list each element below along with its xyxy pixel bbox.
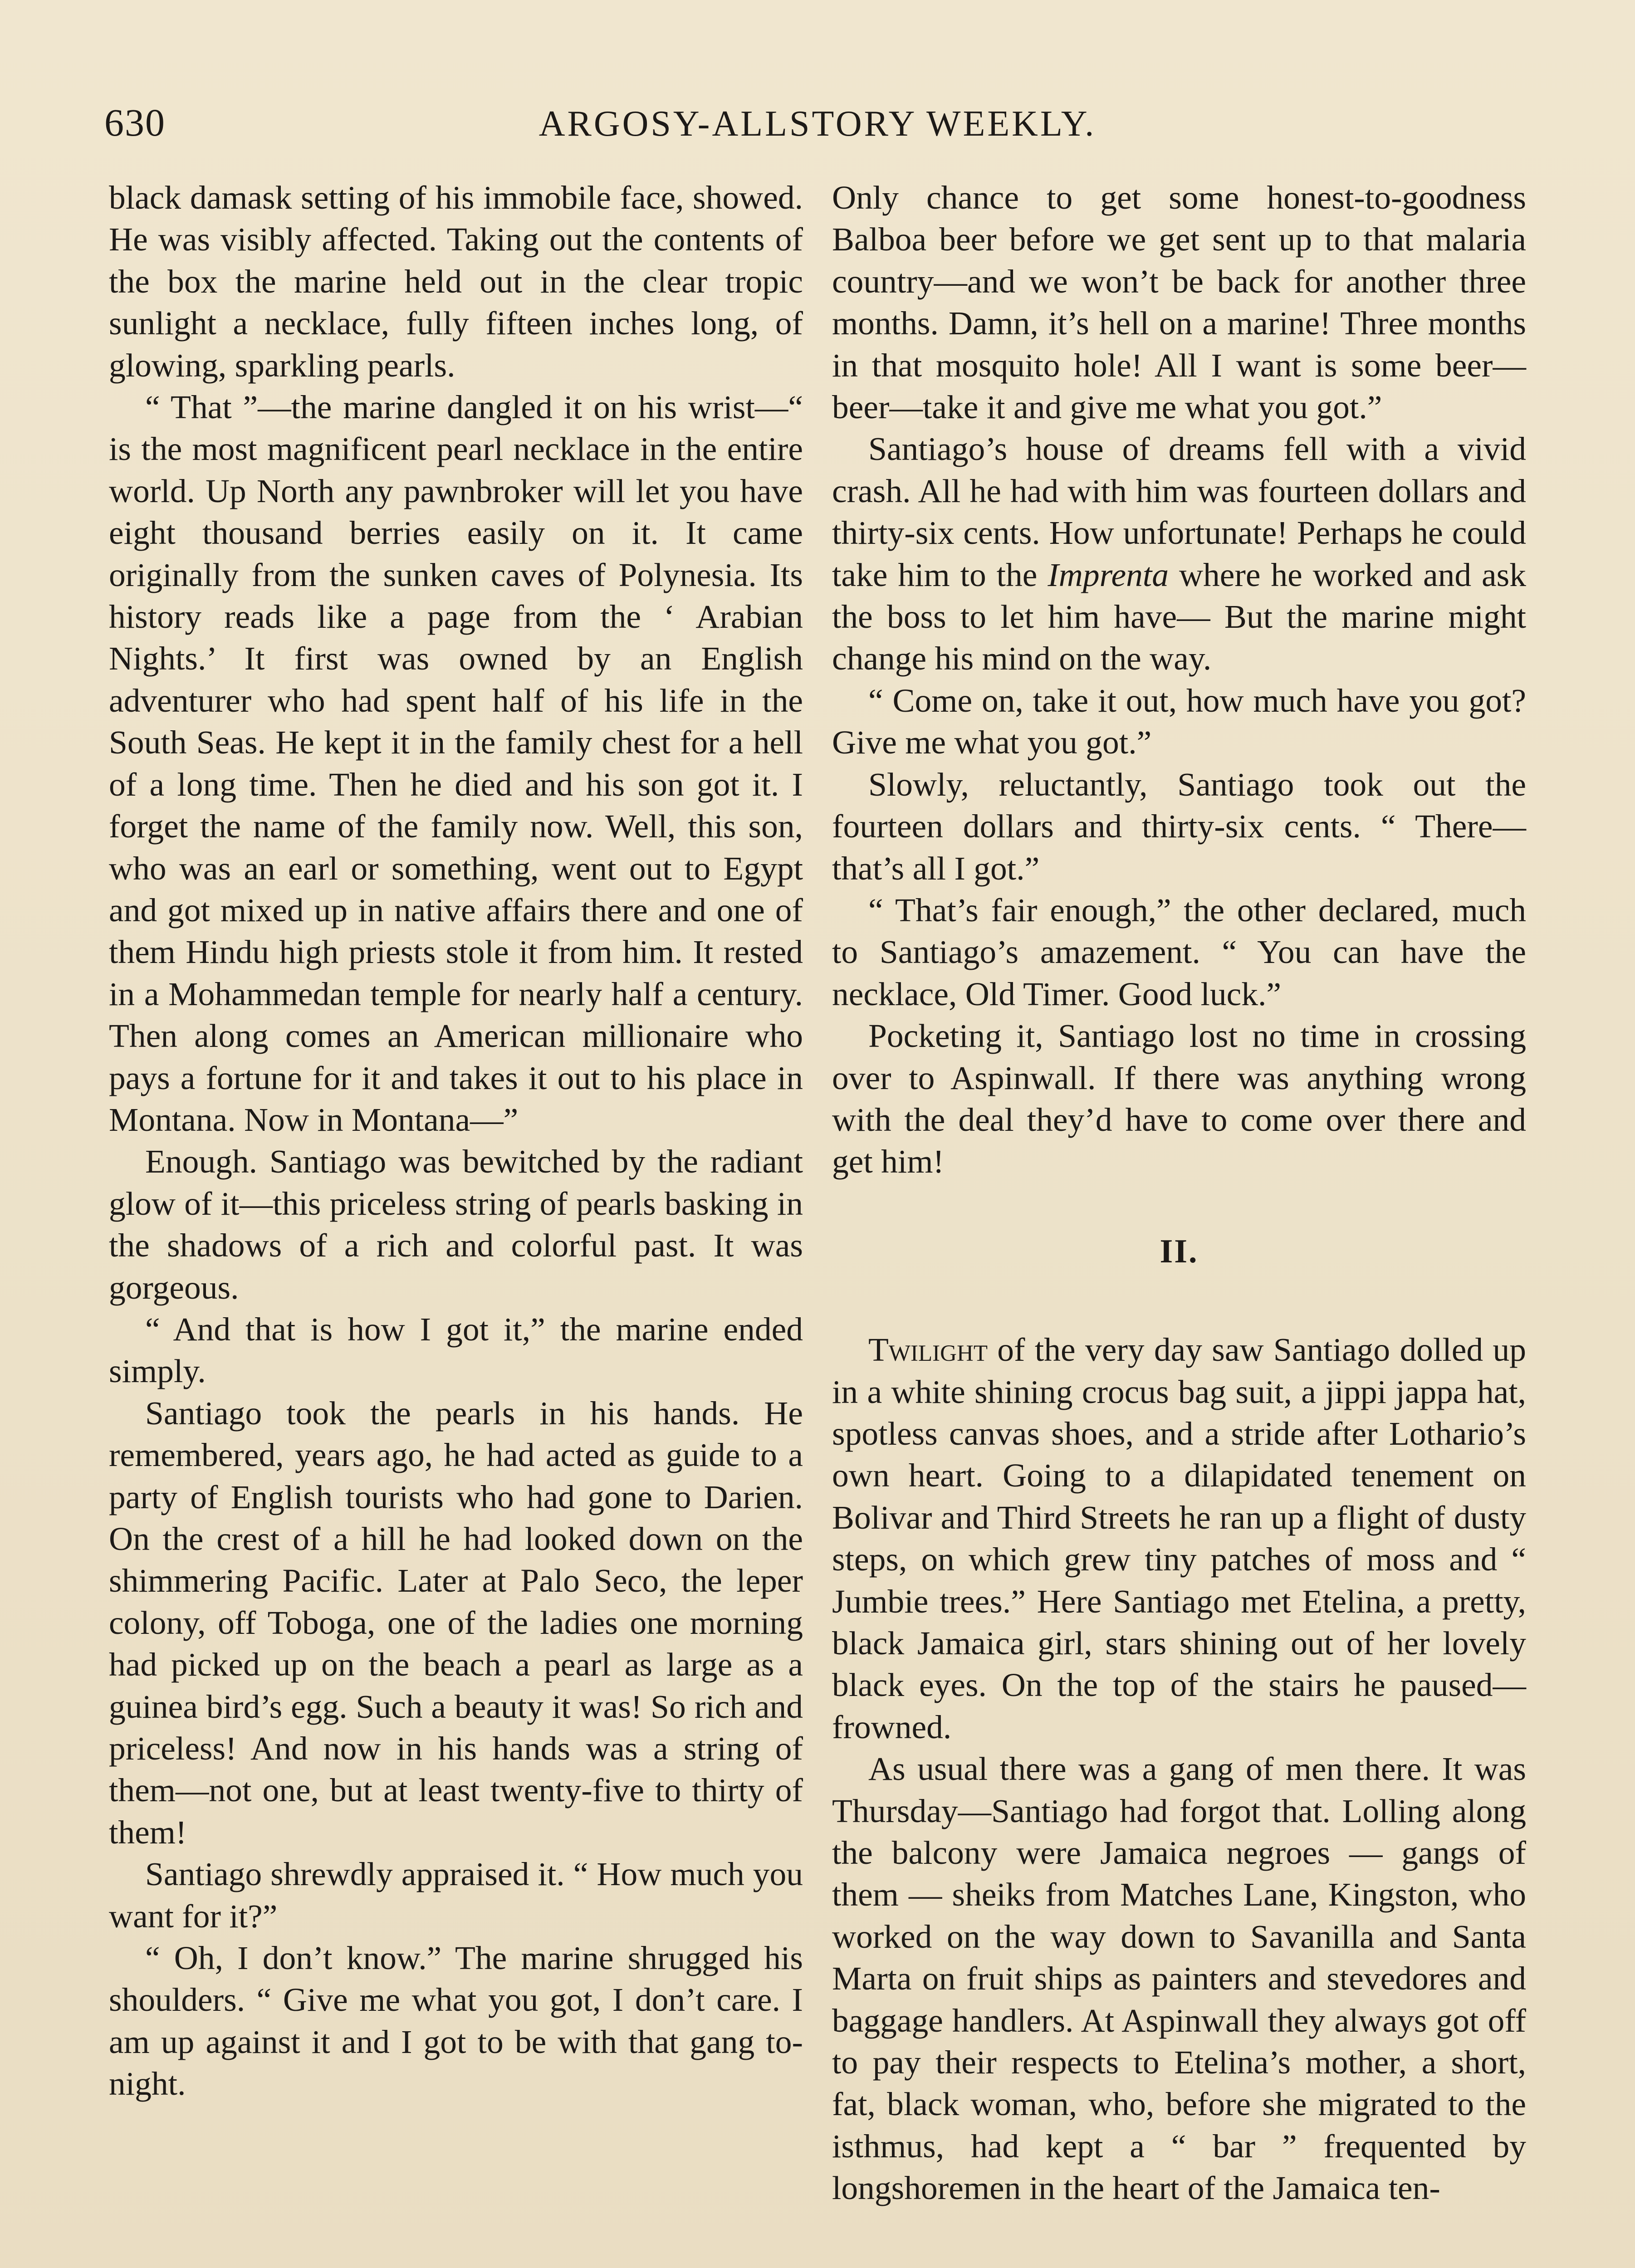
paragraph: “ That ”—the marine dangled it on his wrist—“ is the most magnificent pearl necklace in the entire world. Up North any pawnbroker will let you have eight thousand berries easily on it. It came originally from the sunken caves of Polynesia. Its history reads like a page from the ‘ Arabian Nights.’ It first was owned by an English adventurer who had spent half of his life in the South Seas. He kept it in the family chest for a hell of a long time. Then he died and his son got it. I forget the name of the family now. Well, this son, who was an earl or something, went out to Egypt and got mixed up in native affairs there and one of them Hindu high priests stole it from him. It rested in a Mohammedan temple for nearly half a century. Then along comes an American millionaire who pays a fortune for it and takes it out to his place in Montana. Now in Montana—” <box>109 389 803 1138</box>
paragraph: “ Come on, take it out, how much have you got? Give me what you got.” <box>832 682 1526 761</box>
paragraph-text: Santiago’s house of dreams fell with a vivid crash. All he had with him was fourteen dollars and thirty-six cents. How unfortunate! Perhaps he could take him to the <box>832 430 1526 593</box>
section-heading: II. <box>1160 1232 1199 1270</box>
paragraph <box>832 428 1526 679</box>
paragraph: As usual there was a gang of men there. It was Thursday—Santiago had forgot that. Lolling along the balcony were Jamaica negroes — gangs of them — sheiks from Matches Lane, Kingston, who worked on the way down to Savanilla and Santa Marta on fruit ships as painters and stevedores and baggage handlers. At Aspinwall they always got off to pay their respects to Etelina’s mother, a short, fat, black woman, who, before she migrated to the isthmus, had kept a “ bar ” frequented by longshoremen in the heart of the Jamaica ten- <box>832 1750 1526 2207</box>
column-left <box>109 177 803 2268</box>
paragraph: Santiago shrewdly appraised it. “ How much you want for it?” <box>109 1856 803 1935</box>
paragraph: Slowly, reluctantly, Santiago took out the fourteen dollars and thirty-six cents. “ There—that’s all I got.” <box>832 766 1526 887</box>
text-columns <box>109 177 1526 2268</box>
paragraph <box>832 1329 1526 1748</box>
paragraph-text: where he worked and ask the boss to let him have— But the marine might change his mind on the way. <box>832 556 1527 677</box>
page-header <box>104 91 1531 150</box>
page-number: 630 <box>104 101 166 144</box>
paragraph: “ That’s fair enough,” the other declared, much to Santiago’s amazement. “ You can have the necklace, Old Timer. Good luck.” <box>832 891 1526 1012</box>
paragraph: Pocketing it, Santiago lost no time in crossing over to Aspinwall. If there was anything wrong with the deal they’d have to come over there and get him! <box>832 1017 1526 1180</box>
paragraph: black damask setting of his immobile face, showed. He was visibly affected. Taking out the contents of the box the marine held out in the clear tropic sunlight a necklace, fully fifteen inches long, of glowing, sparkling pearls. <box>109 179 803 384</box>
paragraph: Santiago took the pearls in his hands. He remembered, years ago, he had acted as guide to a party of English tourists who had gone to Darien. On the crest of a hill he had looked down on the shimmering Pacific. Later at Palo Seco, the leper colony, off Toboga, one of the ladies one morning had picked up on the beach a pearl as large as a guinea bird’s egg. Such a beauty it was! So rich and priceless! And now in his hands was a string of them—not one, but at least twenty-five to thirty of them! <box>109 1394 803 1851</box>
small-caps-lead: Twilight <box>868 1331 988 1369</box>
column-right <box>832 177 1526 2268</box>
paragraph: “ Oh, I don’t know.” The marine shrugged his shoulders. “ Give me what you got, I don’t care. I am up against it and I got to be with that gang to-night. <box>109 1940 803 2102</box>
paragraph: “ And that is how I got it,” the marine ended simply. <box>109 1310 803 1390</box>
paragraph-text: of the very day saw Santiago dolled up in a white shining crocus bag suit, a jippi jappa hat, spotless canvas shoes, and a stride after Lothario’s own heart. Going to a dilapidated tenement on Bolivar and Third Streets he ran up a flight of dusty steps, on which grew tiny patches of moss and “ Jumbie trees.” Here Santiago met Etelina, a pretty, black Jamaica girl, stars shining out of her lovely black eyes. On the top of the stairs he paused—frowned. <box>832 1331 1527 1745</box>
paragraph: Enough. Santiago was bewitched by the radiant glow of it—this priceless string of pearls basking in the shadows of a rich and colorful past. It was gorgeous. <box>109 1143 803 1306</box>
running-head: ARGOSY-ALLSTORY WEEKLY. <box>538 104 1097 144</box>
italic-word: Imprenta <box>1048 556 1169 593</box>
paragraph: Only chance to get some honest-to-goodness Balboa beer before we get sent up to that malaria country—and we won’t be back for another three months. Damn, it’s hell on a marine! Three months in that mosquito hole! All I want is some beer—beer—take it and give me what you got.” <box>832 179 1526 426</box>
